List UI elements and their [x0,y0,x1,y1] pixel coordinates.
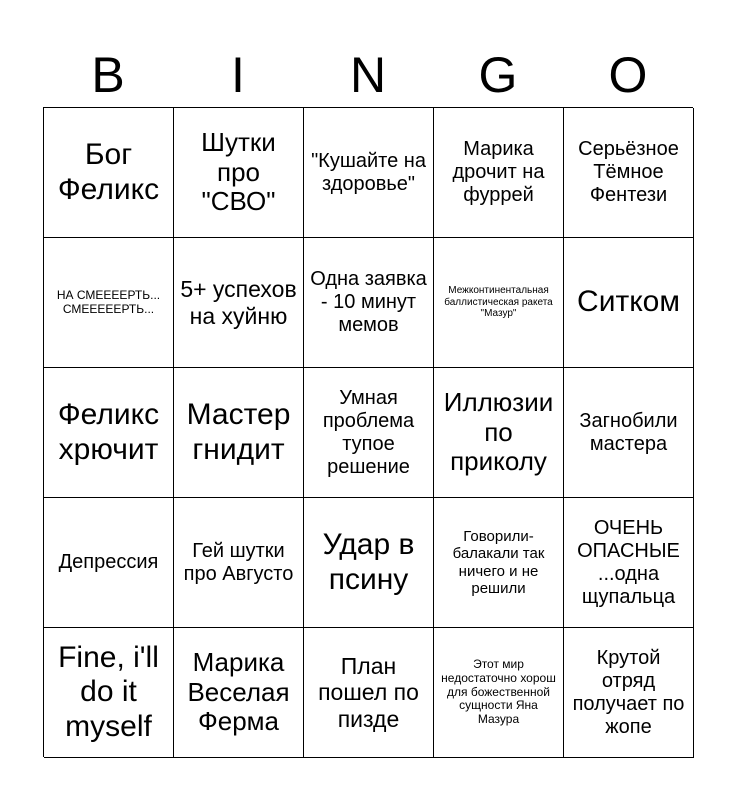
bingo-cell[interactable]: Шутки про "СВО" [174,108,304,238]
bingo-cell[interactable]: Одна заявка - 10 минут мемов [304,238,434,368]
header-letter-n: N [349,47,387,103]
header-letter-b: B [91,47,125,103]
bingo-cell[interactable]: Крутой отряд получает по жопе [564,628,694,758]
bingo-cell[interactable]: Ситком [564,238,694,368]
bingo-cell[interactable]: Марика Веселая Ферма [174,628,304,758]
bingo-cell[interactable]: План пошел по пизде [304,628,434,758]
bingo-cell[interactable]: Депрессия [44,498,174,628]
bingo-cell[interactable]: Удар в псину [304,498,434,628]
bingo-cell[interactable]: Межконтинентальная баллистическая ракета "Мазур" [434,238,564,368]
bingo-cell[interactable]: НА СМЕЕЕЕРТЬ... СМЕЕЕЕЕРТЬ... [44,238,174,368]
bingo-cell[interactable]: Умная проблема тупое решение [304,368,434,498]
bingo-header [43,42,693,108]
bingo-cell[interactable]: 5+ успехов на хуйню [174,238,304,368]
bingo-cell[interactable]: Fine, i'll do it myself [44,628,174,758]
bingo-board [43,107,693,757]
bingo-cell[interactable]: Говорили-балакали так ничего и не решили [434,498,564,628]
bingo-cell[interactable]: Бог Феликс [44,108,174,238]
bingo-cell[interactable]: ОЧЕНЬ ОПАСНЫЕ ...одна щупальца [564,498,694,628]
header-letter-o: O [608,47,648,103]
bingo-cell[interactable]: Феликс хрючит [44,368,174,498]
bingo-cell[interactable]: Загнобили мастера [564,368,694,498]
bingo-cell[interactable]: Этот мир недостаточно хорош для божественной сущности Яна Мазура [434,628,564,758]
header-letter-i: I [231,47,245,103]
bingo-cell[interactable]: Серьёзное Тёмное Фентези [564,108,694,238]
bingo-cell[interactable]: "Кушайте на здоровье" [304,108,434,238]
bingo-cell[interactable]: Марика дрочит на фуррей [434,108,564,238]
header-letter-g: G [478,47,518,103]
bingo-cell[interactable]: Иллюзии по приколу [434,368,564,498]
bingo-cell[interactable]: Гей шутки про Августо [174,498,304,628]
bingo-cell[interactable]: Мастер гнидит [174,368,304,498]
